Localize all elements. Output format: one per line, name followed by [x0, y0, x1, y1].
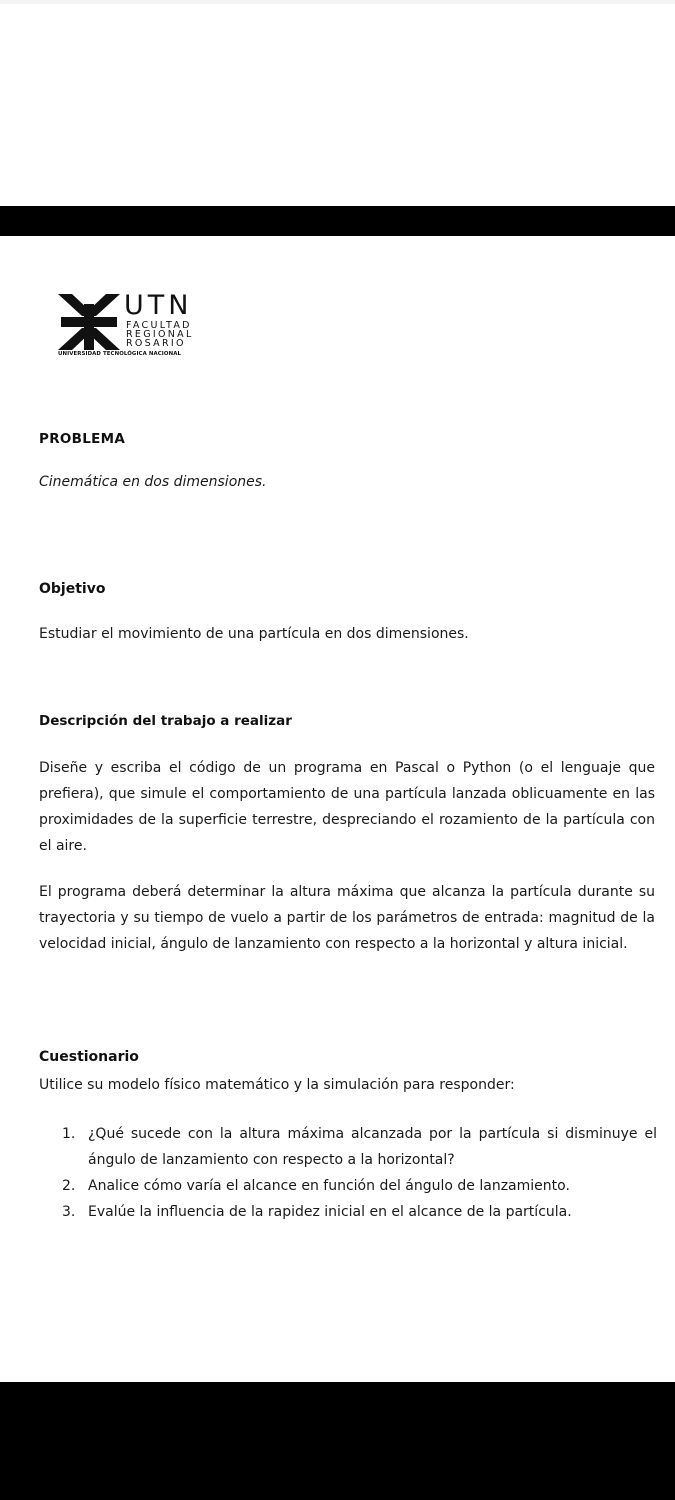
objetivo-text: Estudiar el movimiento de una partícula en dos dimensiones. — [39, 626, 469, 642]
top-black-band — [0, 206, 675, 236]
question-item-3 — [62, 1199, 657, 1225]
question-number: 2. — [62, 1178, 76, 1194]
question-number: 3. — [62, 1204, 76, 1220]
cuestionario-heading: Cuestionario — [39, 1049, 139, 1065]
page-top-edge — [0, 0, 675, 4]
logo-facultad-text: FACULTAD — [126, 320, 192, 331]
question-text: Evalúe la influencia de la rapidez inicial en el alcance de la partícula. — [88, 1204, 572, 1220]
question-number: 1. — [62, 1126, 76, 1142]
question-item-2 — [62, 1173, 657, 1199]
question-text: Analice cómo varía el alcance en función del ángulo de lanzamiento. — [88, 1178, 570, 1194]
descripcion-paragraph-2: El programa deberá determinar la altura máxima que alcanza la partícula durante su trayectoria y su tiempo de vuelo a partir de los parámetros de entrada: magnitud de la velocidad inicial, ángulo de lanzamiento con respecto a la horizontal y altura inicial. — [39, 884, 655, 952]
logo-utn-text: UTN — [124, 290, 193, 321]
utn-logo — [58, 290, 228, 360]
logo-university-text: UNIVERSIDAD TECNOLÓGICA NACIONAL — [58, 351, 182, 357]
logo-regional-text: REGIONAL — [126, 329, 194, 340]
utn-emblem-icon — [58, 294, 120, 350]
problema-subtitle: Cinemática en dos dimensiones. — [39, 474, 267, 490]
bottom-black-band — [0, 1382, 675, 1500]
logo-rosario-text: ROSARIO — [126, 338, 186, 349]
objetivo-heading: Objetivo — [39, 581, 106, 597]
problema-heading: PROBLEMA — [39, 431, 126, 447]
descripcion-paragraph-1: Diseñe y escriba el código de un programa en Pascal o Python (o el lenguaje que prefiera), que simule el comportamiento de una partícula lanzada oblicuamente en las proximidades de la superficie terrestre, despreciando el rozamiento de la partícula con el aire. — [39, 760, 655, 854]
descripcion-heading: Descripción del trabajo a realizar — [39, 713, 292, 729]
question-list — [62, 1121, 657, 1225]
question-text: ¿Qué sucede con la altura máxima alcanzada por la partícula si disminuye el ángulo de lanzamiento con respecto a la horizontal? — [88, 1126, 657, 1168]
cuestionario-intro: Utilice su modelo físico matemático y la simulación para responder: — [39, 1077, 515, 1093]
question-item-1 — [62, 1121, 657, 1173]
